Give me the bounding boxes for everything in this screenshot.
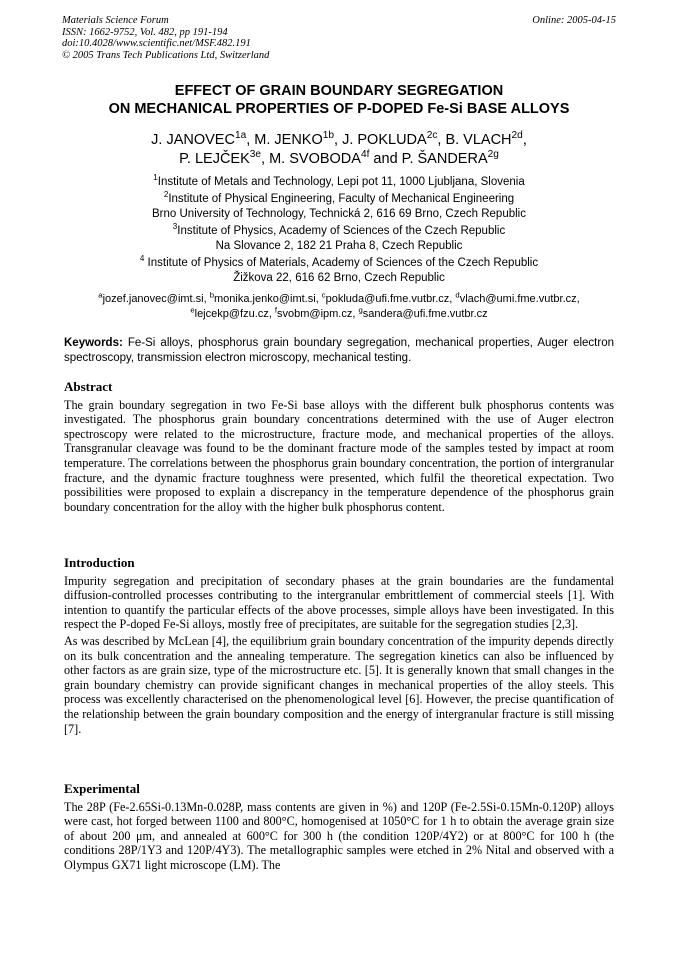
author-name: J. POKLUDA (342, 132, 427, 148)
author-name: M. SVOBODA (269, 151, 361, 167)
introduction-section (64, 556, 614, 738)
author-separator: , (334, 132, 343, 148)
abstract-text: The grain boundary segregation in two Fe-Si base alloys with the different bulk phosphorus contents was investigated. The phosphorus grain boundary concentrations determined with the use of Auger electron spectroscopy were related to the microstructure, fracture mode, and mechanical properties of the alloys. Transgranular cleavage was found to be the dominant fracture mode of the samples tested by impact at room temperature. The correlations between the phosphorus grain boundary concentration, the portion of intergranular fracture, and the dynamic fracture toughness were presented, which fulfil the theoretical expectation. Two possibilities were proposed to explain a discrepancy in the temperature dependence of the phosphorus grain boundary concentration for the alloy with the higher bulk phosphorus content. (64, 397, 614, 514)
keywords-label: Keywords: (64, 337, 123, 349)
author-name: P. ŠANDERA (401, 151, 488, 167)
email-address[interactable]: lejcekp@fzu.cz, (194, 308, 275, 320)
affiliation-line: Institute of Metals and Technology, Lepi pot 11, 1000 Ljubljana, Slovenia (157, 176, 525, 188)
email-sup: d (455, 290, 460, 300)
author-name: J. JANOVEC (151, 132, 235, 148)
email-sup: a (98, 290, 103, 300)
email-address[interactable]: sandera@ufi.fme.vutbr.cz (362, 308, 488, 320)
experimental-section (64, 782, 614, 875)
affiliation-line: Brno University of Technology, Technická 2, 616 69 Brno, Czech Republic (152, 208, 526, 220)
experimental-paragraph-1: The 28P (Fe-2.65Si-0.13Mn-0.028P, mass contents are given in %) and 120P (Fe-2.5Si-0.15Mn-0.120P) alloys were cast, hot forged between 1100 and 800°C, homogenised at 1050°C for 1 h to obtain the average grain size of about 200 μm, and annealed at 600°C for 300 h (the condition 120P/4Y2) or at 800°C for 100 h (the conditions 28P/1Y3 and 120P/4Y3). The metallographic samples were etched in 2% Nital and observed with a Olympus GX71 light microscope (LM). The (64, 799, 614, 872)
affiliation-line: Žižkova 22, 616 62 Brno, Czech Republic (233, 272, 445, 284)
affiliation-number: 1 (153, 173, 158, 183)
affiliation-line: Institute of Physics of Materials, Academy of Sciences of the Czech Republic (144, 257, 539, 269)
email-line-1 (60, 292, 618, 307)
author-separator: , (261, 151, 270, 167)
author-separator: , (437, 132, 446, 148)
email-line-2 (60, 307, 618, 322)
email-address[interactable]: svobm@ipm.cz, (277, 308, 359, 320)
title-line-2: ON MECHANICAL PROPERTIES OF P-DOPED Fe-Si BASE ALLOYS (108, 101, 570, 117)
author-name: P. LEJČEK (179, 151, 250, 167)
affiliation-2 (40, 192, 638, 222)
email-list (60, 292, 618, 322)
email-sup: f (274, 305, 278, 315)
introduction-paragraph-2: As was described by McLean [4], the equilibrium grain boundary concentration of the impurity depends directly on its bulk concentration and the annealing temperature. The segregation kinetics can also be influenced by other factors as are grain size, type of the microstructure etc. [5]. It is generally known that small changes in the grain boundary chemistry can provide significant changes in mechanical properties of the alloy steels. This process was excellently characterised on the phenomenological level [6]. However, the precise quantification of the relationship between the grain boundary composition and the energy of intergranular fracture is still missing [7]. (64, 633, 614, 736)
author-line-1 (40, 131, 638, 150)
affiliation-line: Institute of Physics, Academy of Sciences of the Czech Republic (177, 225, 506, 237)
email-sup: g (358, 305, 363, 315)
abstract-heading: Abstract (64, 379, 113, 394)
email-address[interactable]: jozef.janovec@imt.si, (102, 293, 210, 305)
copyright: © 2005 Trans Tech Publications Ltd, Switzerland (62, 49, 270, 61)
author-separator: and (369, 151, 402, 167)
author-sup: 1a (234, 130, 247, 142)
introduction-heading: Introduction (64, 555, 135, 570)
author-separator: , (246, 132, 255, 148)
introduction-paragraph-1: Impurity segregation and precipitation of secondary phases at the grain boundaries are the fundamental diffusion-controlled processes contributing to the intergranular embrittlement of commercial steels [1]. With intention to quantify the particular effects of the above processes, simple alloys have been investigated. In this respect the P-doped Fe-Si alloys, mostly free of precipitates, are suitable for the segregation studies [2,3]. (64, 573, 614, 632)
author-sup: 4f (360, 149, 370, 161)
experimental-heading: Experimental (64, 781, 140, 796)
author-sup: 2c (426, 130, 438, 142)
author-name: M. JENKO (254, 132, 323, 148)
author-line-2 (40, 150, 638, 169)
affiliation-number: 4 (139, 254, 145, 264)
author-sup: 3e (249, 149, 262, 161)
email-sup: b (209, 290, 215, 300)
affiliation-number: 3 (172, 222, 178, 232)
journal-name: Materials Science Forum (62, 15, 169, 26)
doi[interactable]: doi:10.4028/www.scientific.net/MSF.482.191 (62, 38, 251, 49)
paper-title (40, 82, 638, 118)
online-date: Online: 2005-04-15 (532, 15, 616, 26)
author-sup: 2d (511, 130, 523, 142)
affiliation-4 (40, 256, 638, 286)
affiliation-line: Na Slovance 2, 182 21 Praha 8, Czech Republic (215, 240, 463, 252)
affiliation-number: 2 (163, 190, 169, 200)
issn: ISSN: 1662-9752, Vol. 482, pp 191-194 (62, 26, 228, 38)
email-sup: c (321, 290, 326, 300)
email-address[interactable]: monika.jenko@imt.si, (214, 293, 322, 305)
email-address[interactable]: pokluda@ufi.fme.vutbr.cz, (325, 293, 456, 305)
title-line-1: EFFECT OF GRAIN BOUNDARY SEGREGATION (174, 83, 504, 99)
abstract-section (64, 380, 614, 516)
author-sup: 2g (487, 149, 499, 161)
affiliation-1 (40, 175, 638, 190)
keywords-text: Fe-Si alloys, phosphorus grain boundary segregation, mechanical properties, Auger electron spectroscopy, transmission electron microscopy, mechanical testing. (64, 337, 614, 364)
affiliations (40, 175, 638, 288)
author-list (40, 131, 638, 169)
author-separator: , (522, 132, 527, 148)
author-sup: 1b (322, 130, 335, 142)
author-name: B. VLACH (445, 132, 512, 148)
email-sup: e (190, 305, 195, 315)
keywords (64, 336, 614, 366)
email-address[interactable]: vlach@umi.fme.vutbr.cz, (459, 293, 580, 305)
affiliation-line: Institute of Physical Engineering, Faculty of Mechanical Engineering (168, 193, 515, 205)
publication-info (62, 15, 269, 61)
affiliation-3 (40, 224, 638, 254)
